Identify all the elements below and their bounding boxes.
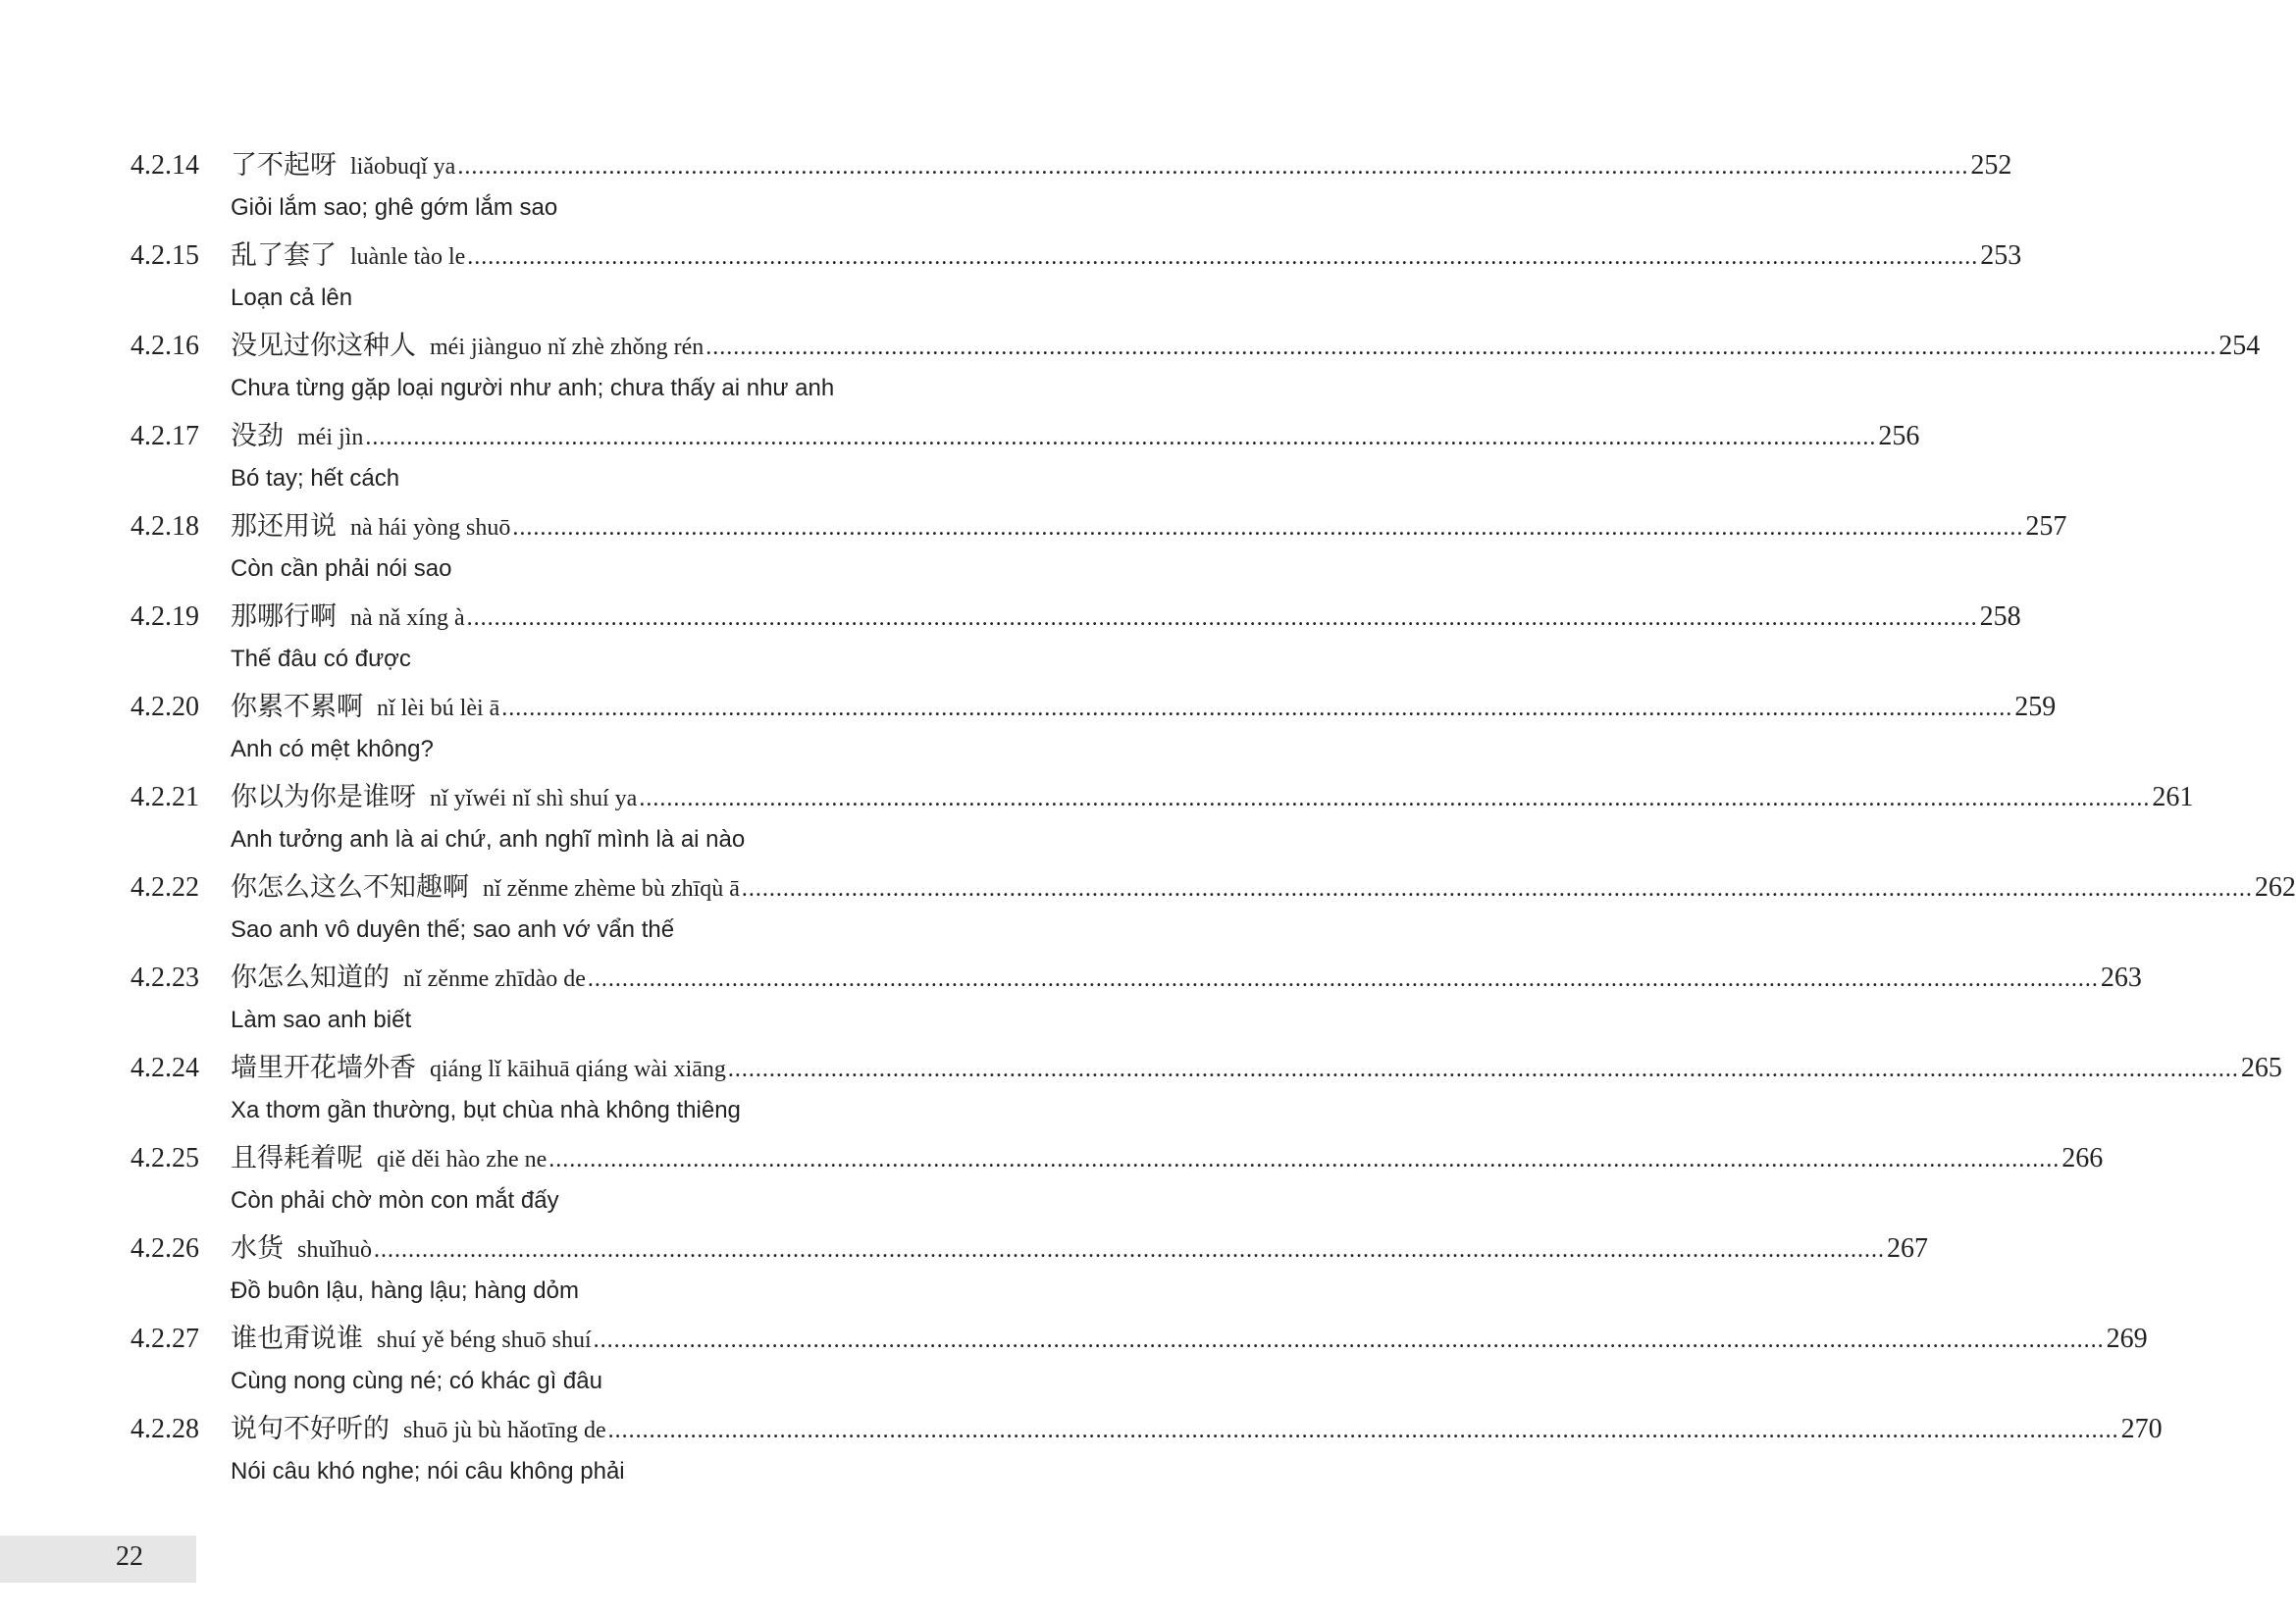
toc-entry (130, 414, 1920, 504)
dot-leader: ............................................................................................................................................................................................................................ (587, 966, 2099, 992)
pinyin: nǐ zěnme zhème bù zhīqù ā (483, 876, 740, 902)
chinese-phrase: 你怎么这么不知趣啊 (231, 872, 469, 903)
page-reference: 266 (2061, 1143, 2104, 1173)
chinese-phrase: 说句不好听的 (231, 1414, 390, 1444)
vietnamese-translation: Làm sao anh biết (231, 1007, 412, 1033)
toc-entry-line (130, 1407, 2163, 1452)
vietnamese-translation: Thế đâu có được (231, 646, 411, 672)
chinese-phrase: 水货 (231, 1233, 284, 1264)
page-reference: 267 (1887, 1233, 1929, 1264)
vietnamese-translation: Anh tưởng anh là ai chứ, anh nghĩ mình là ai nào (231, 826, 746, 853)
dot-leader: ............................................................................................................................................................................................................................ (639, 786, 2151, 811)
page-reference: 258 (1979, 601, 2021, 632)
page-reference: 265 (2240, 1053, 2282, 1083)
toc-entry-line (130, 234, 2022, 279)
toc-entry-line (130, 1046, 2282, 1091)
toc-entry (130, 1046, 2282, 1136)
page-footer (0, 1536, 196, 1583)
dot-leader: ............................................................................................................................................................................................................................ (374, 1237, 1886, 1263)
toc-entry (130, 865, 2296, 956)
vietnamese-translation: Loạn cả lên (231, 285, 353, 311)
page-reference: 256 (1878, 421, 1920, 451)
vietnamese-translation: Cùng nong cùng né; có khác gì đâu (231, 1368, 602, 1394)
chinese-phrase: 你累不累啊 (231, 692, 363, 722)
chinese-phrase: 没见过你这种人 (231, 331, 416, 361)
dot-leader: ............................................................................................................................................................................................................................ (467, 244, 1979, 270)
pinyin: qiáng lǐ kāihuā qiáng wài xiāng (430, 1057, 726, 1082)
page-reference: 263 (2100, 963, 2142, 993)
section-number: 4.2.26 (130, 1233, 199, 1264)
dot-leader: ............................................................................................................................................................................................................................ (741, 876, 2253, 902)
toc-entry-line (130, 504, 2067, 549)
pinyin: méi jìn (297, 425, 364, 450)
chinese-phrase: 且得耗着呢 (231, 1143, 363, 1173)
page-reference: 261 (2152, 782, 2194, 812)
vietnamese-translation: Nói câu khó nghe; nói câu không phải (231, 1458, 625, 1485)
pinyin: nà nǎ xíng à (350, 605, 465, 631)
toc-entry-line (130, 775, 2194, 820)
section-number: 4.2.21 (130, 782, 199, 812)
chinese-phrase: 你怎么知道的 (231, 963, 390, 993)
vietnamese-translation: Giỏi lắm sao; ghê gớm lắm sao (231, 194, 558, 221)
toc-entry (130, 1407, 2163, 1497)
chinese-phrase: 你以为你是谁呀 (231, 782, 416, 812)
chinese-phrase: 那还用说 (231, 511, 337, 542)
dot-leader: ............................................................................................................................................................................................................................ (457, 154, 1969, 180)
pinyin: luànle tào le (350, 244, 466, 270)
dot-leader: ............................................................................................................................................................................................................................ (593, 1328, 2105, 1353)
pinyin: nà hái yòng shuō (350, 515, 511, 541)
page-number: 22 (116, 1541, 143, 1572)
pinyin: shuǐhuò (297, 1237, 373, 1263)
vietnamese-translation: Còn cần phải nói sao (231, 555, 452, 582)
toc-entry (130, 234, 2022, 324)
toc-entry-line (130, 1317, 2148, 1362)
dot-leader: ............................................................................................................................................................................................................................ (466, 605, 1978, 631)
pinyin: méi jiànguo nǐ zhè zhǒng rén (430, 335, 704, 360)
table-of-contents (130, 143, 2296, 1497)
vietnamese-translation: Còn phải chờ mòn con mắt đấy (231, 1187, 559, 1214)
page-reference: 270 (2120, 1414, 2163, 1444)
toc-entry-line (130, 956, 2142, 1001)
pinyin: qiě děi hào zhe ne (377, 1147, 548, 1172)
vietnamese-translation: Chưa từng gặp loại người như anh; chưa thấy ai như anh (231, 375, 835, 401)
chinese-phrase: 乱了套了 (231, 240, 337, 271)
chinese-phrase: 那哪行啊 (231, 601, 337, 632)
section-number: 4.2.27 (130, 1324, 199, 1354)
vietnamese-translation: Bó tay; hết cách (231, 465, 400, 492)
page-reference: 259 (2014, 692, 2057, 722)
dot-leader: ............................................................................................................................................................................................................................ (501, 696, 2013, 721)
vietnamese-translation: Sao anh vô duyên thế; sao anh vớ vẩn thế (231, 916, 675, 943)
dot-leader: ............................................................................................................................................................................................................................ (705, 335, 2218, 360)
dot-leader: ............................................................................................................................................................................................................................ (365, 425, 1877, 450)
toc-entry-line (130, 595, 2021, 640)
section-number: 4.2.24 (130, 1053, 199, 1083)
chinese-phrase: 谁也甭说谁 (231, 1324, 363, 1354)
toc-entry (130, 324, 2261, 414)
page-reference: 254 (2218, 331, 2261, 361)
page-reference: 269 (2106, 1324, 2148, 1354)
vietnamese-translation: Anh có mệt không? (231, 736, 434, 762)
toc-entry (130, 143, 2012, 234)
dot-leader: ............................................................................................................................................................................................................................ (548, 1147, 2061, 1172)
toc-entry-line (130, 143, 2012, 188)
toc-entry-line (130, 1226, 1929, 1272)
toc-entry-line (130, 414, 1920, 459)
section-number: 4.2.15 (130, 240, 199, 271)
toc-entry (130, 1136, 2104, 1226)
section-number: 4.2.18 (130, 511, 199, 542)
section-number: 4.2.19 (130, 601, 199, 632)
page-reference: 252 (1970, 150, 2012, 181)
dot-leader: ............................................................................................................................................................................................................................ (607, 1418, 2119, 1443)
section-number: 4.2.16 (130, 331, 199, 361)
toc-entry (130, 685, 2057, 775)
chinese-phrase: 墙里开花墙外香 (231, 1053, 416, 1083)
pinyin: nǐ yǐwéi nǐ shì shuí ya (430, 786, 638, 811)
pinyin: shuō jù bù hǎotīng de (403, 1418, 606, 1443)
toc-entry (130, 956, 2142, 1046)
pinyin: liǎobuqǐ ya (350, 154, 456, 180)
page-reference: 262 (2254, 872, 2296, 903)
pinyin: shuí yě béng shuō shuí (377, 1328, 592, 1353)
section-number: 4.2.14 (130, 150, 199, 181)
vietnamese-translation: Xa thơm gần thường, bụt chùa nhà không thiêng (231, 1097, 741, 1123)
toc-entry (130, 504, 2067, 595)
section-number: 4.2.22 (130, 872, 199, 903)
pinyin: nǐ lèi bú lèi ā (377, 696, 500, 721)
toc-entry (130, 1226, 1929, 1317)
pinyin: nǐ zěnme zhīdào de (403, 966, 586, 992)
toc-entry (130, 775, 2194, 865)
toc-entry-line (130, 1136, 2104, 1181)
toc-entry (130, 595, 2021, 685)
dot-leader: ............................................................................................................................................................................................................................ (512, 515, 2024, 541)
chinese-phrase: 了不起呀 (231, 150, 337, 181)
toc-entry-line (130, 685, 2057, 730)
section-number: 4.2.28 (130, 1414, 199, 1444)
vietnamese-translation: Đồ buôn lậu, hàng lậu; hàng dỏm (231, 1277, 579, 1304)
section-number: 4.2.23 (130, 963, 199, 993)
page-reference: 253 (1980, 240, 2022, 271)
toc-entry (130, 1317, 2148, 1407)
section-number: 4.2.20 (130, 692, 199, 722)
dot-leader: ............................................................................................................................................................................................................................ (727, 1057, 2239, 1082)
section-number: 4.2.25 (130, 1143, 199, 1173)
section-number: 4.2.17 (130, 421, 199, 451)
toc-entry-line (130, 865, 2296, 911)
page-reference: 257 (2025, 511, 2067, 542)
toc-entry-line (130, 324, 2261, 369)
chinese-phrase: 没劲 (231, 421, 284, 451)
